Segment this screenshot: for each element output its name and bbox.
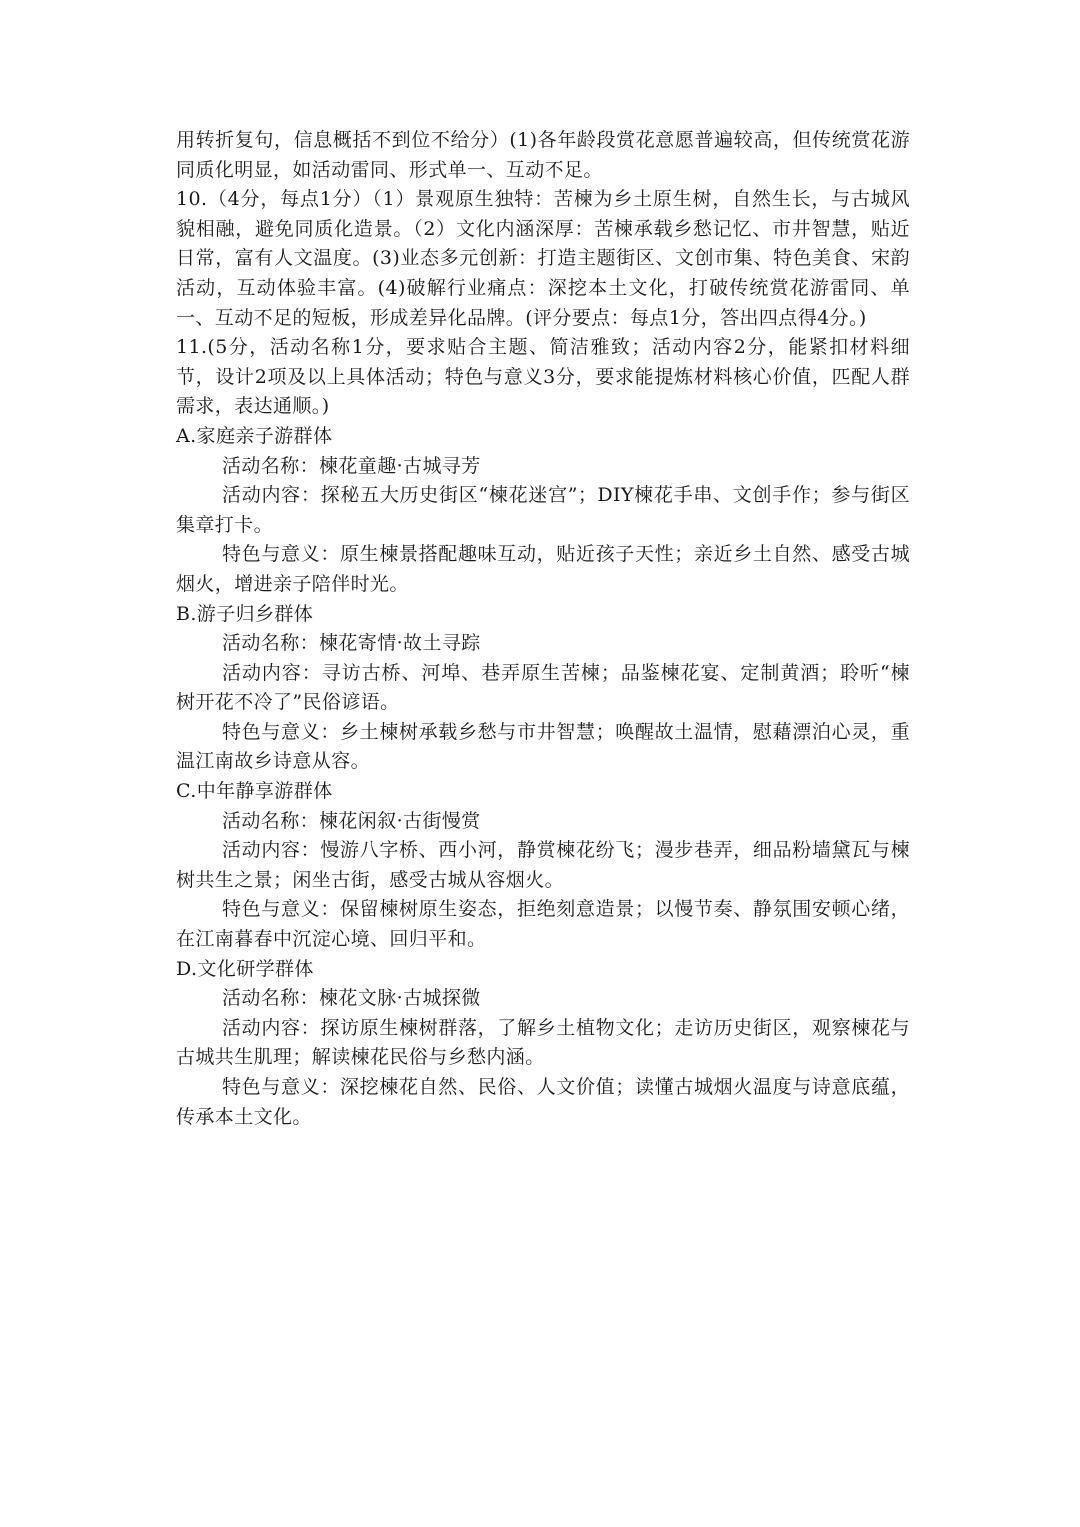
- group-c: [176, 777, 910, 955]
- q10-answer: 10.（4分，每点1分）（1）景观原生独特：苦楝为乡土原生树，自然生长，与古城风貌相融，避免同质化造景。（2）文化内涵深厚：苦楝承载乡愁记忆、市井智慧，贴近日常，富有人文温度。(3)业态多元创新：打造主题街区、文创市集、特色美食、宋韵活动，互动体验丰富。(4)破解行业痛点：深挖本土文化，打破传统赏花游雷同、单一、互动不足的短板，形成差异化品牌。(评分要点：每点1分，答出四点得4分。): [176, 188, 910, 329]
- activity-meaning: 特色与意义：保留楝树原生姿态，拒绝刻意造景；以慢节奏、静氛围安顿心绪，在江南暮春中沉淀心境、回归平和。: [176, 898, 910, 951]
- group-title: C.中年静享游群体: [176, 780, 333, 803]
- activity-content: 活动内容：寻访古桥、河埠、巷弄原生苦楝；品鉴楝花宴、定制黄酒；聆听“楝树开花不冷了”民俗谚语。: [176, 661, 910, 714]
- activity-content: 活动内容：探访原生楝树群落，了解乡土植物文化；走访历史街区，观察楝花与古城共生肌理；解读楝花民俗与乡愁内涵。: [176, 1016, 910, 1069]
- activity-content: 活动内容：慢游八字桥、西小河，静赏楝花纷飞；漫步巷弄，细品粉墙黛瓦与楝树共生之景；闲坐古街，感受古城从容烟火。: [176, 839, 910, 891]
- activity-name: 活动名称：楝花闲叙·古街慢赏: [222, 809, 481, 832]
- group-d: [176, 955, 910, 1133]
- q9-answer-tail: 用转折复句，信息概括不到位不给分）(1)各年龄段赏花意愿普遍较高，但传统赏花游同质化明显，如活动雷同、形式单一、互动不足。: [176, 129, 910, 181]
- activity-meaning: 特色与意义：原生楝景搭配趣味互动，贴近孩子天性；亲近乡土自然、感受古城烟火，增进亲子陪伴时光。: [176, 543, 910, 595]
- group-a: [176, 422, 910, 600]
- group-title: D.文化研学群体: [176, 957, 314, 980]
- q11-answer: 11.(5分，活动名称1分，要求贴合主题、简洁雅致；活动内容2分，能紧扣材料细节，设计2项及以上具体活动；特色与意义3分，要求能提炼材料核心价值，匹配人群需求，表达通顺。): [176, 336, 910, 418]
- activity-name: 活动名称：楝花文脉·古城探微: [222, 987, 481, 1010]
- activity-name: 活动名称：楝花童趣·古城寻芳: [222, 454, 481, 477]
- answer-document: [176, 126, 910, 1132]
- activity-meaning: 特色与意义：乡土楝树承载乡愁与市井智慧；唤醒故土温情，慰藉漂泊心灵，重温江南故乡诗意从容。: [176, 720, 910, 773]
- activity-content: 活动内容：探秘五大历史街区“楝花迷宫”；DIY楝花手串、文创手作；参与街区集章打卡。: [176, 484, 910, 536]
- group-title: B.游子归乡群体: [176, 602, 314, 625]
- activity-name: 活动名称：楝花寄情·故土寻踪: [222, 632, 481, 655]
- group-title: A.家庭亲子游群体: [176, 424, 333, 447]
- group-b: [176, 600, 910, 778]
- activity-meaning: 特色与意义：深挖楝花自然、民俗、人文价值；读懂古城烟火温度与诗意底蕴，传承本土文化。: [176, 1076, 910, 1128]
